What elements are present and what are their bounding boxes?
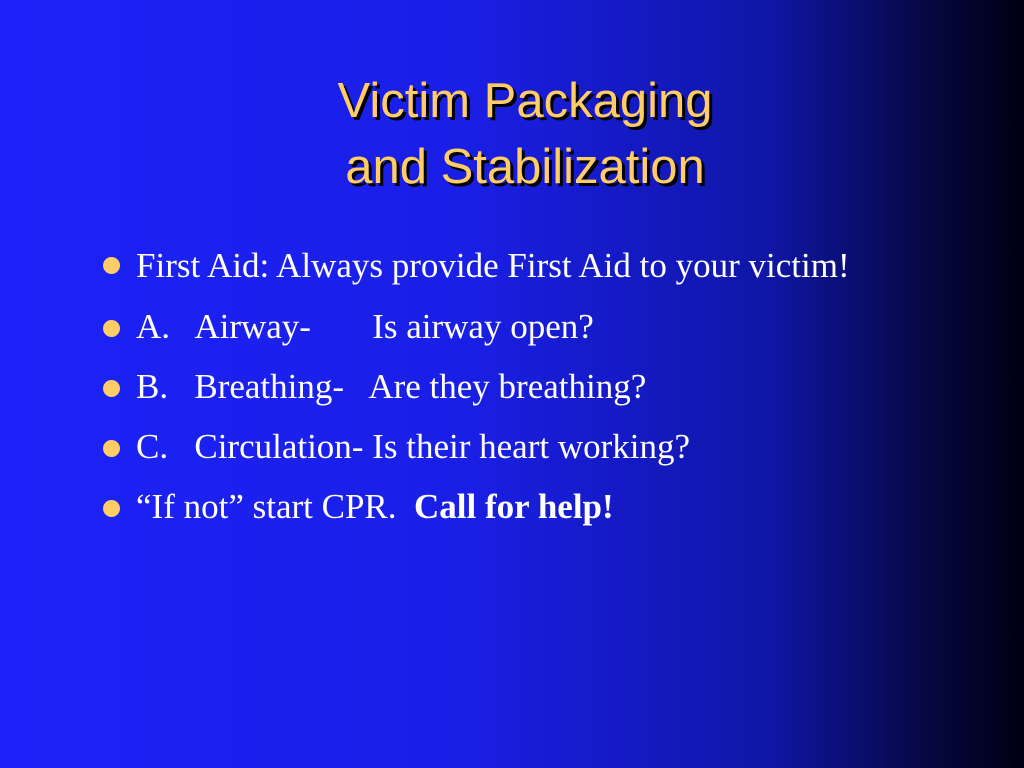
bullet-text-breathing: B. Breathing- Are they breathing? (136, 367, 647, 406)
title-line-1: Victim Packaging (337, 74, 713, 128)
bullet-dot-icon (103, 320, 120, 337)
bullet-item-airway (101, 301, 961, 353)
bullet-dot-icon (103, 257, 120, 274)
bullet-dot-icon (103, 500, 120, 517)
bullet-list (101, 238, 961, 541)
slide-title (0, 68, 1024, 200)
bullet-dot-icon (103, 440, 120, 457)
bullet-item-circulation (101, 421, 961, 473)
bullet-item-breathing (101, 361, 961, 413)
bullet-item-cpr (101, 481, 961, 533)
bullet-text-airway: A. Airway- Is airway open? (136, 307, 594, 346)
bullet-dot-icon (103, 380, 120, 397)
bullet-text-first-aid: First Aid: Always provide First Aid to your victim! (136, 246, 850, 285)
bullet-text-circulation: C. Circulation- Is their heart working? (136, 427, 691, 466)
bullet-text-call-for-help: Call for help! (414, 487, 614, 526)
title-line-2: and Stabilization (345, 140, 705, 194)
bullet-item-first-aid (101, 238, 961, 293)
bullet-text-cpr: “If not” start CPR. (136, 487, 415, 526)
